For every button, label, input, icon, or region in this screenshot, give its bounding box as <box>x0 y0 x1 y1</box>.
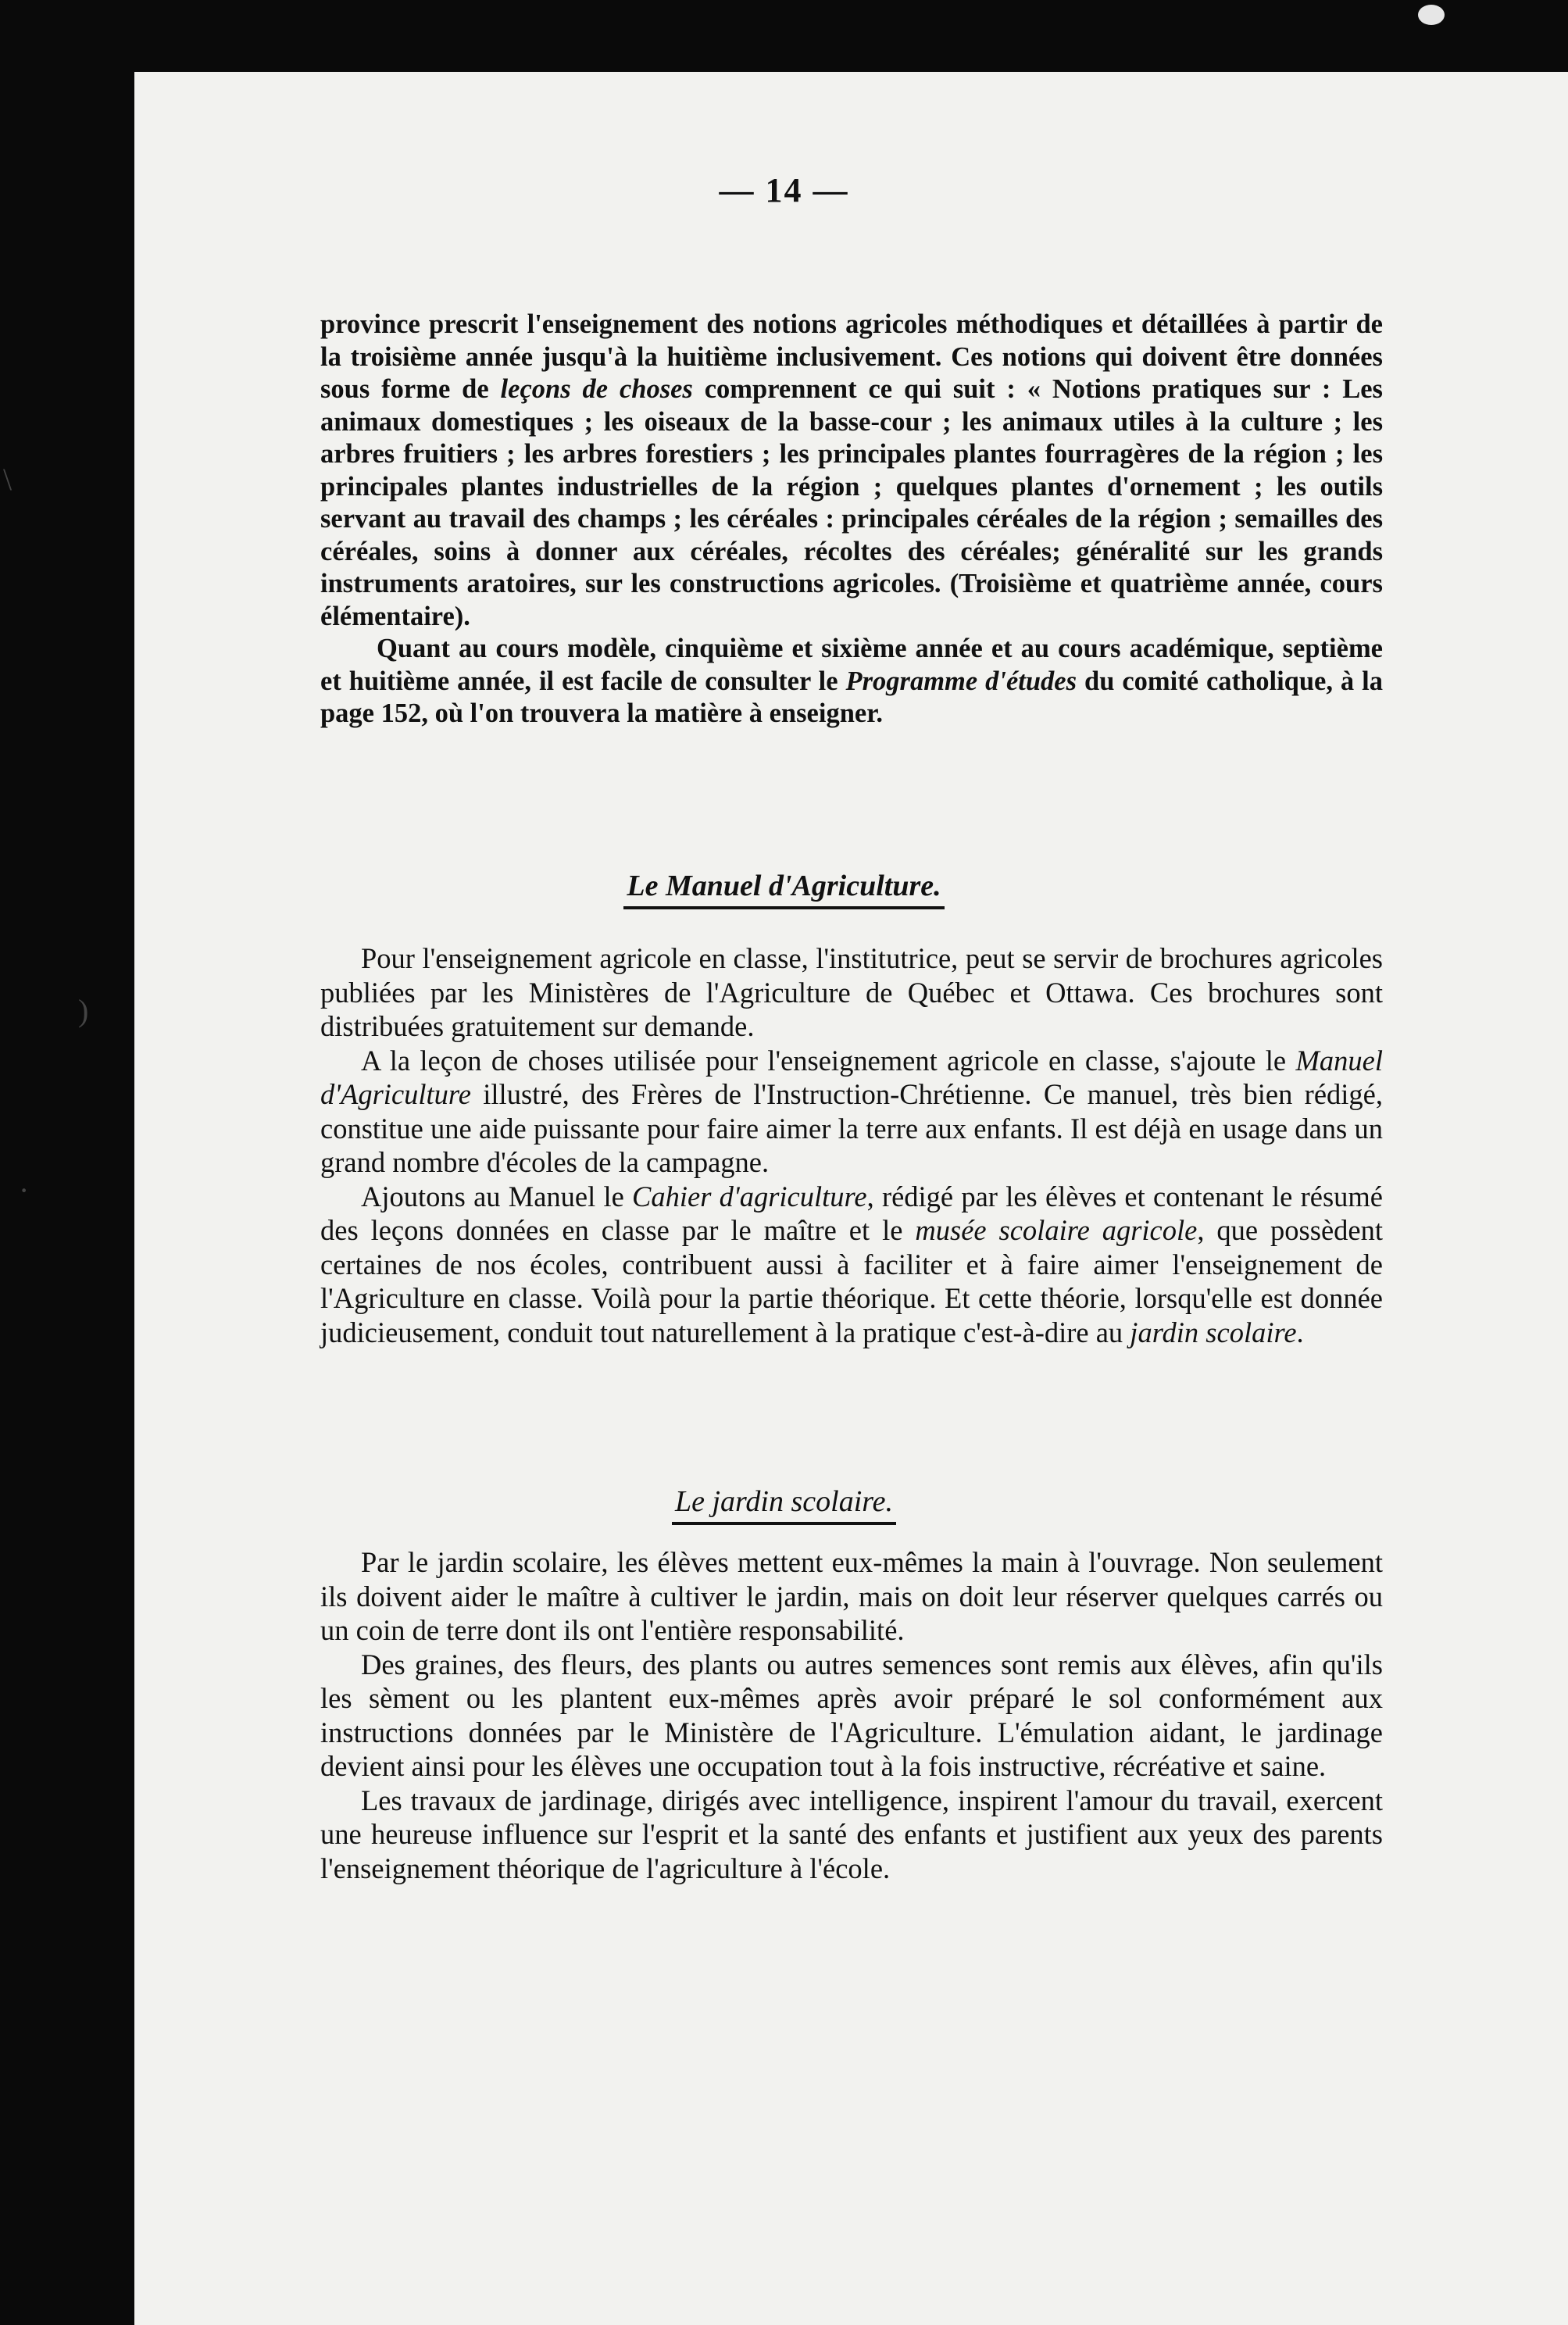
paragraph-text: A la leçon de choses utilisée pour l'enseignement agricole en classe, s'ajoute le <box>361 1044 1296 1077</box>
margin-mark: \ <box>3 462 13 497</box>
paragraph <box>320 1044 1383 1180</box>
paragraph-text: comprennent ce qui suit : « Notions pratiques sur : Les animaux domestiques ; les oiseaux de la basse-cour ; les animaux utiles à la culture ; les arbres fruitiers ; les arbres forestiers ; les principales plantes fourragères de la région ; les principales plantes industrielles de la région ; quelques plantes d'ornement ; les outils servant au travail des champs ; les céréales : principales céréales de la région ; semailles des céréales, soins à donner aux céréales, récoltes des céréales; généralité sur les grands instruments aratoires, sur les constructions agricoles. (Troisième et quatrième année, cours élémentaire). <box>320 374 1383 631</box>
section-heading-manuel <box>0 869 1568 909</box>
emphasis-text: Cahier d'agriculture <box>632 1180 867 1212</box>
emphasis-text: jardin scolaire <box>1130 1316 1297 1348</box>
paragraph-text: du comité catholique, à la page 152, où l'on trouvera la matière à enseigner. <box>320 666 1383 728</box>
paragraph-text: Quant au cours modèle, cinquième et sixième année et au cours académique, septième et huitième année, il est facile de consulter le <box>320 634 1383 696</box>
paragraph-text: Les travaux de jardinage, dirigés avec intelligence, inspirent l'amour du travail, exercent une heureuse influence sur l'esprit et la santé des enfants et justifient aux yeux des parents l'enseignement théorique de l'agriculture à l'école. <box>320 1784 1383 1884</box>
paragraph <box>320 1784 1383 1886</box>
paragraph-text: illustré, des Frères de l'Instruction-Chrétienne. Ce manuel, très bien rédigé, constitue une aide puissante pour faire aimer la terre aux enfants. Il est déjà en usage dans un grand nombre d'écoles de la campagne. <box>320 1078 1383 1178</box>
paragraph <box>320 633 1383 730</box>
scan-speck <box>1418 5 1445 25</box>
paragraph-text: Par le jardin scolaire, les élèves mettent eux-mêmes la main à l'ouvrage. Non seulement ils doivent aider le maître à cultiver le jardin, mais on doit leur réserver quelques carrés ou un coin de terre dont ils ont l'entière responsabilité. <box>320 1546 1383 1646</box>
paragraph-text: , que possèdent certaines de nos écoles, contribuent aussi à faciliter et à faire aimer l'enseignement de l'Agriculture en classe. Voilà pour la partie théorique. Et cette théorie, lorsqu'elle est donnée judicieusement, conduit tout naturellement à la pratique c'est-à-dire au <box>320 1214 1383 1348</box>
intro-section <box>320 309 1383 730</box>
paragraph <box>320 1180 1383 1350</box>
paragraph <box>320 1648 1383 1784</box>
emphasis-text: Manuel d'Agriculture <box>320 1044 1383 1110</box>
margin-mark: ) <box>78 993 89 1028</box>
emphasis-text: leçons de choses <box>500 374 693 404</box>
manuel-section <box>320 941 1383 1349</box>
heading-text: Le jardin scolaire. <box>672 1484 896 1525</box>
margin-mark: · <box>19 1173 30 1208</box>
paragraph-text: Des graines, des fleurs, des plants ou autres semences sont remis aux élèves, afin qu'ils les sèment ou les plantent eux-mêmes après avoir préparé le sol conformément aux instructions données par le Ministère de l'Agriculture. L'émulation aidant, le jardinage devient ainsi pour les élèves une occupation tout à la fois instructive, récréative et saine. <box>320 1648 1383 1782</box>
paragraph <box>320 941 1383 1044</box>
emphasis-text: musée scolaire agricole <box>915 1214 1198 1246</box>
jardin-section <box>320 1545 1383 1885</box>
page-number: — 14 — <box>719 171 849 209</box>
paragraph-text: Ajoutons au Manuel le <box>361 1180 633 1212</box>
section-heading-jardin <box>0 1484 1568 1525</box>
paragraph-text: . <box>1296 1316 1304 1348</box>
heading-text: Le Manuel d'Agriculture. <box>623 869 944 909</box>
paragraph <box>320 1545 1383 1648</box>
emphasis-text: Programme d'études <box>845 666 1077 696</box>
paragraph <box>320 309 1383 633</box>
paragraph-text: , rédigé par les élèves et contenant le résumé des leçons données en classe par le maître et le <box>320 1180 1384 1246</box>
paragraph-text: province prescrit l'enseignement des notions agricoles méthodiques et détaillées à partir de la troisième année jusqu'à la huitième inclusivement. Ces notions qui doivent être données sous forme de <box>320 309 1383 404</box>
paragraph-text: Pour l'enseignement agricole en classe, l'institutrice, peut se servir de brochures agricoles publiées par les Ministères de l'Agriculture de Québec et Ottawa. Ces brochures sont distribuées gratuitement sur demande. <box>320 942 1383 1042</box>
